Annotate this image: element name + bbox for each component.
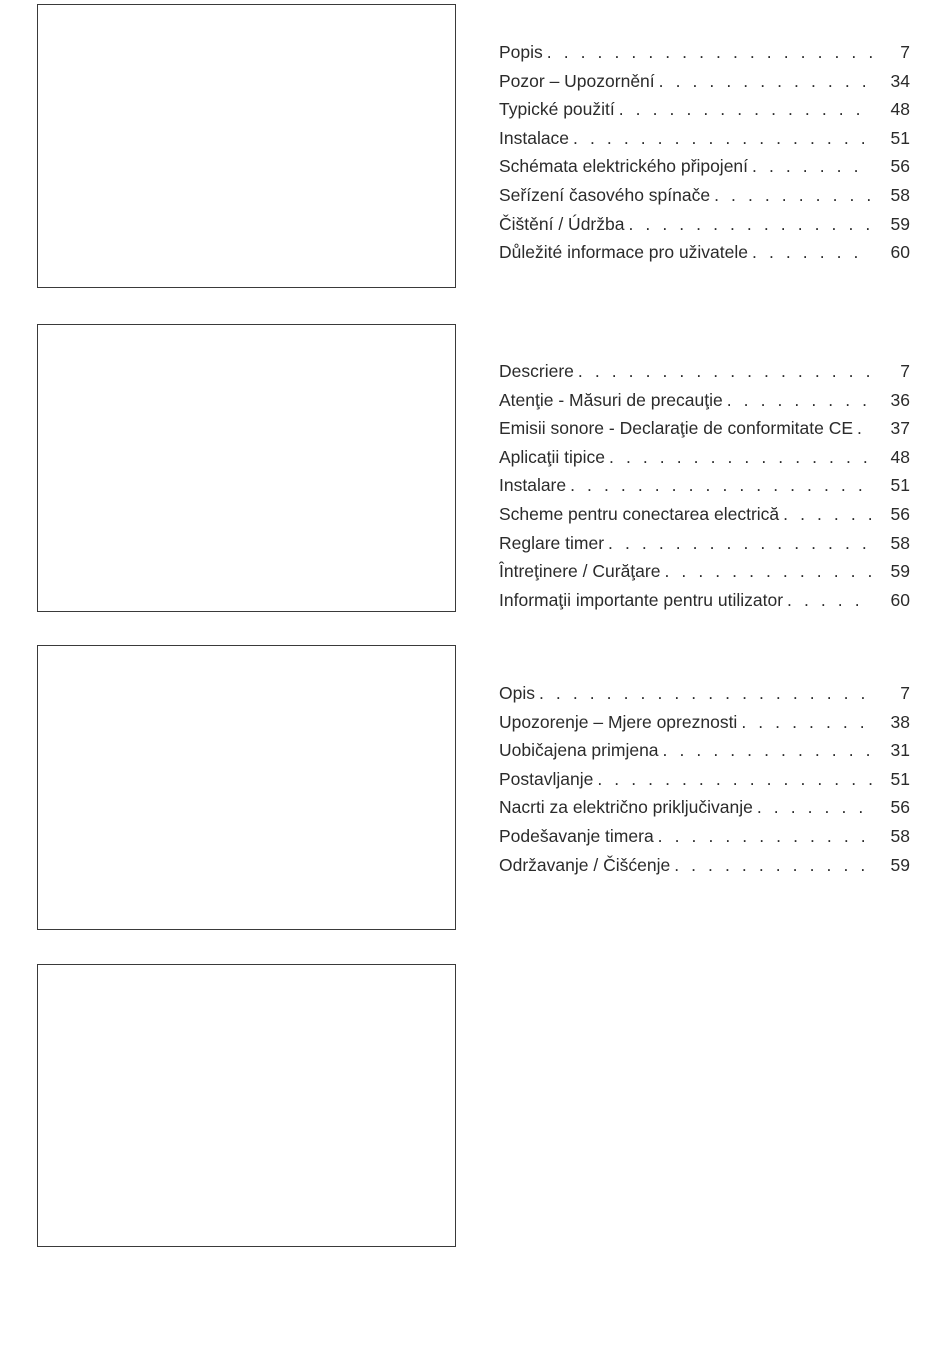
toc-entry-page: 56: [890, 503, 910, 524]
toc-entry-page: 51: [890, 127, 910, 148]
dot-leader: [608, 529, 872, 558]
toc-entry-label: Emisii sonore - Declaraţie de conformitate CE: [499, 418, 854, 439]
toc-entry[interactable]: [499, 210, 910, 239]
toc-entry[interactable]: [499, 124, 910, 153]
toc-entry-page: 60: [890, 242, 910, 263]
toc-entry-label: Pozor – Upozornění: [499, 70, 655, 91]
dot-leader: [659, 67, 872, 96]
toc-entry-label: Popis: [499, 42, 543, 62]
dot-leader: [619, 95, 872, 124]
dot-leader: [663, 736, 872, 765]
toc-entry[interactable]: [499, 181, 910, 210]
toc-entry-page: 59: [890, 213, 910, 234]
toc-entry[interactable]: [499, 414, 910, 443]
toc-entry-label: Postavljanje: [499, 768, 594, 789]
toc-entry[interactable]: [499, 38, 910, 67]
dot-leader: [674, 851, 872, 880]
toc-entry[interactable]: [499, 679, 910, 708]
dot-leader: [752, 238, 872, 267]
toc-entry[interactable]: [499, 586, 910, 615]
dot-leader: [752, 152, 872, 181]
toc-entry[interactable]: [499, 822, 910, 851]
toc-entry-label: Descriere: [499, 361, 574, 381]
toc-entry-page: 7: [900, 42, 910, 62]
dot-leader: [757, 793, 872, 822]
toc-entry-label: Reglare timer: [499, 532, 605, 553]
dot-leader: [658, 822, 872, 851]
toc-entry-label: Informaţii importante pentru utilizator: [499, 589, 784, 610]
toc-list: [499, 679, 910, 879]
toc-list: [499, 357, 910, 614]
toc-entry[interactable]: [499, 793, 910, 822]
toc-entry-page: 48: [890, 446, 910, 467]
toc-list: [499, 38, 910, 267]
toc-entry[interactable]: [499, 851, 910, 880]
toc-entry[interactable]: [499, 557, 910, 586]
image-placeholder-box: [37, 324, 456, 612]
toc-entry-page: 58: [890, 532, 910, 553]
toc-entry[interactable]: [499, 443, 910, 472]
toc-entry-label: Întreţinere / Curăţare: [499, 561, 661, 582]
toc-entry-label: Instalare: [499, 475, 567, 496]
toc-entry-page: 7: [900, 683, 910, 703]
dot-leader: [539, 679, 872, 708]
toc-entry[interactable]: [499, 386, 910, 415]
toc-entry[interactable]: [499, 95, 910, 124]
image-placeholder-box: [37, 4, 456, 288]
toc-entry-page: 59: [890, 854, 910, 875]
toc-entry[interactable]: [499, 529, 910, 558]
toc-entry-label: Schémata elektrického připojení: [499, 156, 749, 177]
toc-entry-page: 59: [890, 561, 910, 582]
toc-entry-label: Atenţie - Măsuri de precauţie: [499, 389, 723, 410]
dot-leader: [573, 124, 872, 153]
toc-entry[interactable]: [499, 500, 910, 529]
toc-entry-label: Uobičajena primjena: [499, 740, 659, 761]
toc-entry-page: 38: [890, 711, 910, 732]
toc-entry[interactable]: [499, 152, 910, 181]
toc-entry-label: Nacrti za električno priključivanje: [499, 797, 753, 818]
toc-entry-page: 36: [890, 389, 910, 410]
toc-entry-page: 37: [890, 418, 910, 439]
toc-entry[interactable]: [499, 357, 910, 386]
dot-leader: [547, 38, 872, 67]
toc-entry-page: 51: [890, 768, 910, 789]
toc-entry-page: 48: [890, 99, 910, 120]
toc-entry[interactable]: [499, 708, 910, 737]
toc-entry[interactable]: [499, 736, 910, 765]
dot-leader: [609, 443, 872, 472]
dot-leader: [857, 414, 872, 443]
dot-leader: [570, 471, 872, 500]
toc-entry-page: 7: [900, 361, 910, 381]
dot-leader: [727, 386, 872, 415]
dot-leader: [578, 357, 872, 386]
toc-entry-label: Důležité informace pro uživatele: [499, 242, 749, 263]
toc-entry-label: Podešavanje timera: [499, 825, 654, 846]
toc-entry-page: 51: [890, 475, 910, 496]
toc-entry-page: 60: [890, 589, 910, 610]
toc-entry-label: Aplicaţii tipice: [499, 446, 606, 467]
dot-leader: [783, 500, 872, 529]
toc-entry-label: Opis: [499, 683, 535, 703]
dot-leader: [714, 181, 872, 210]
dot-leader: [741, 708, 872, 737]
toc-entry-label: Upozorenje – Mjere opreznosti: [499, 711, 738, 732]
toc-entry-label: Typické použití: [499, 99, 615, 120]
toc-entry-page: 34: [890, 70, 910, 91]
toc-entry-page: 58: [890, 184, 910, 205]
toc-entry-label: Održavanje / Čišćenje: [499, 854, 671, 875]
dot-leader: [628, 210, 872, 239]
image-placeholder-box: [37, 645, 456, 930]
toc-entry[interactable]: [499, 67, 910, 96]
toc-entry[interactable]: [499, 238, 910, 267]
toc-entry[interactable]: [499, 471, 910, 500]
toc-entry-label: Instalace: [499, 127, 570, 148]
toc-entry-page: 56: [890, 156, 910, 177]
image-placeholder-box: [37, 964, 456, 1247]
dot-leader: [597, 765, 872, 794]
dot-leader: [664, 557, 872, 586]
toc-entry-page: 56: [890, 797, 910, 818]
toc-entry-page: 58: [890, 825, 910, 846]
toc-entry-label: Čištění / Údržba: [499, 213, 625, 234]
toc-entry[interactable]: [499, 765, 910, 794]
toc-entry-label: Scheme pentru conectarea electrică: [499, 503, 780, 524]
toc-entry-page: 31: [890, 740, 910, 761]
toc-entry-label: Seřízení časového spínače: [499, 184, 711, 205]
dot-leader: [787, 586, 872, 615]
